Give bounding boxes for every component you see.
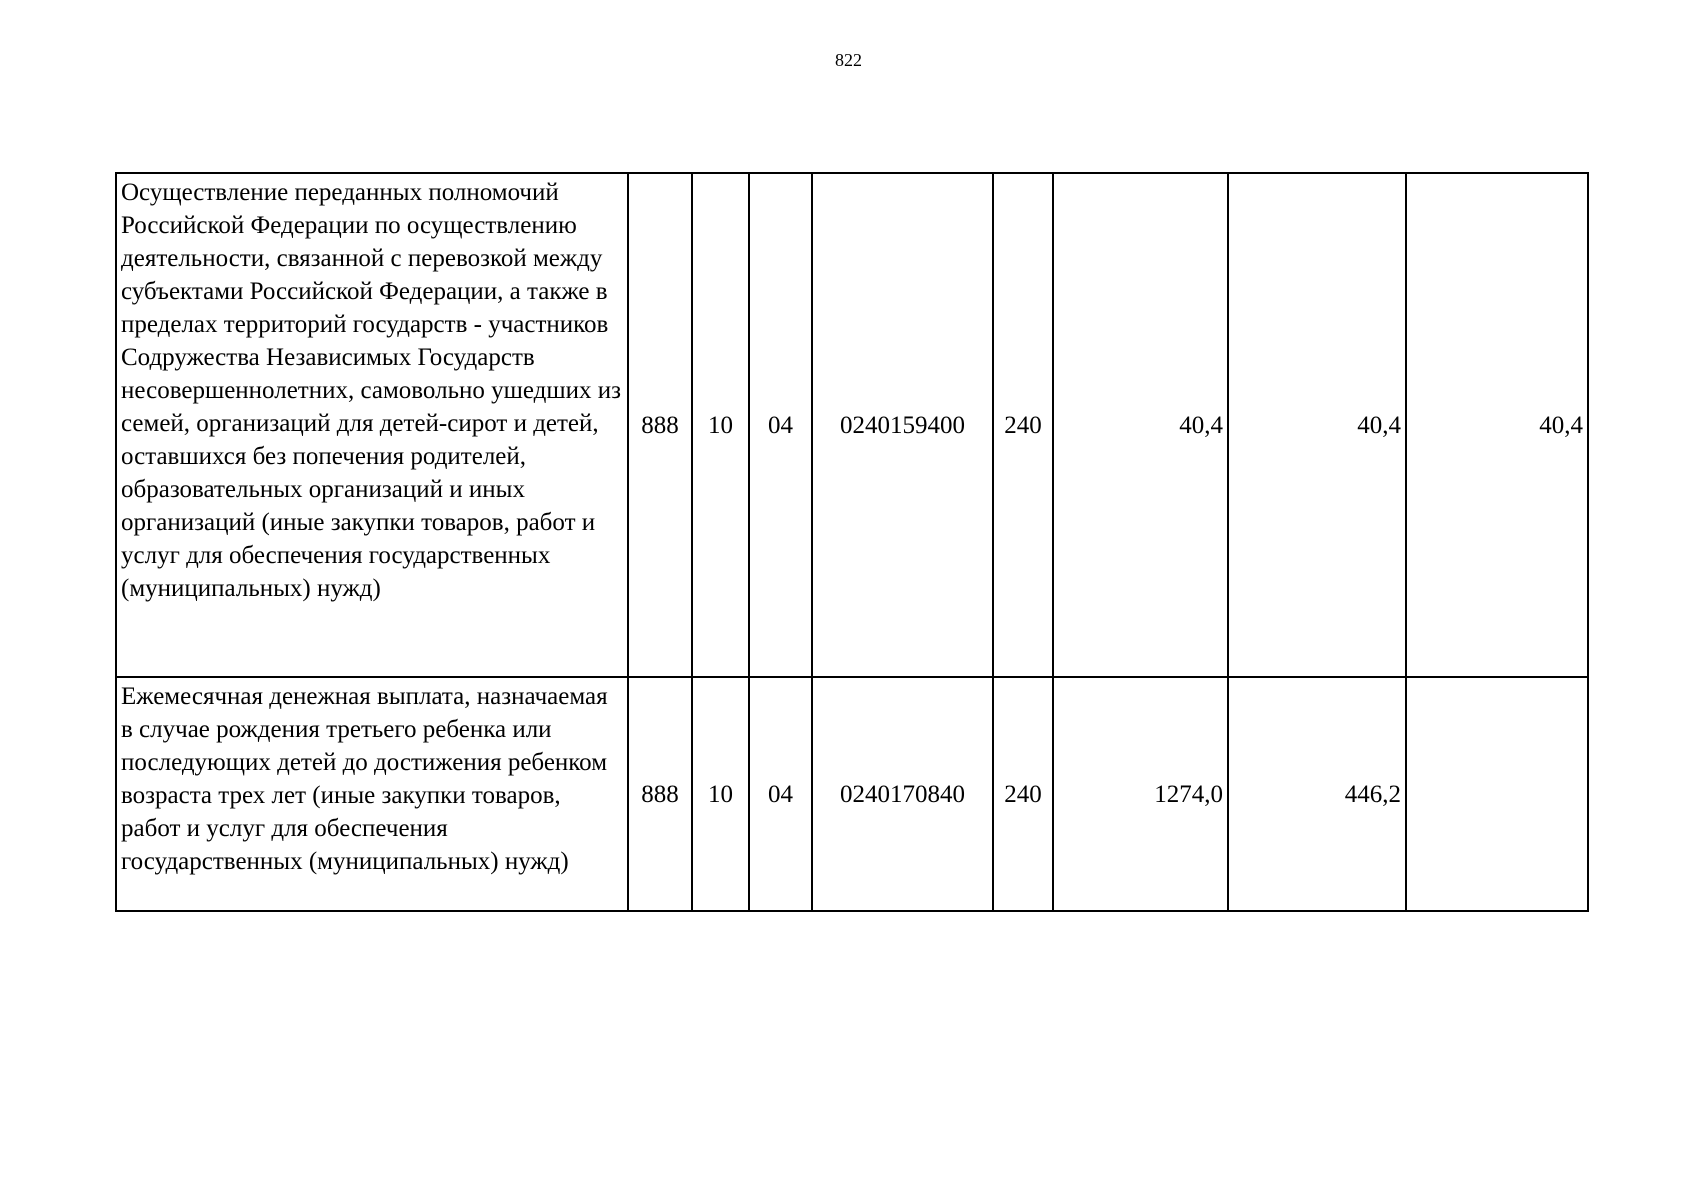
amount-1: 40,4 — [1053, 173, 1228, 677]
subsection-code: 04 — [749, 173, 812, 677]
budget-table — [115, 172, 1589, 912]
subsection-code: 04 — [749, 677, 812, 911]
row-description: Осуществление переданных полномочий Российской Федерации по осуществлению деятельности, связанной с перевозкой между субъектами Российской Федерации, а также в пределах территорий государств - участников Содружества Независимых Государств несовершеннолетних, самовольно ушедших из семей, организаций для детей-сирот и детей, оставшихся без попечения родителей, образовательных организаций и иных организаций (иные закупки товаров, работ и услуг для обеспечения государственных (муниципальных) нужд) — [116, 173, 628, 677]
target-article-code: 0240170840 — [812, 677, 993, 911]
section-code: 10 — [692, 173, 749, 677]
row-description: Ежемесячная денежная выплата, назначаемая в случае рождения третьего ребенка или последующих детей до достижения ребенком возраста трех лет (иные закупки товаров, работ и услуг для обеспечения государственных (муниципальных) нужд) — [116, 677, 628, 911]
page-number: 822 — [835, 50, 862, 70]
amount-3: 40,4 — [1406, 173, 1588, 677]
ministry-code: 888 — [628, 173, 692, 677]
expense-type-code: 240 — [993, 677, 1053, 911]
amount-3 — [1406, 677, 1588, 911]
target-article-code: 0240159400 — [812, 173, 993, 677]
amount-2: 40,4 — [1228, 173, 1406, 677]
table-row — [116, 677, 1588, 911]
expense-type-code: 240 — [993, 173, 1053, 677]
ministry-code: 888 — [628, 677, 692, 911]
section-code: 10 — [692, 677, 749, 911]
amount-2: 446,2 — [1228, 677, 1406, 911]
amount-1: 1274,0 — [1053, 677, 1228, 911]
table-row — [116, 173, 1588, 677]
